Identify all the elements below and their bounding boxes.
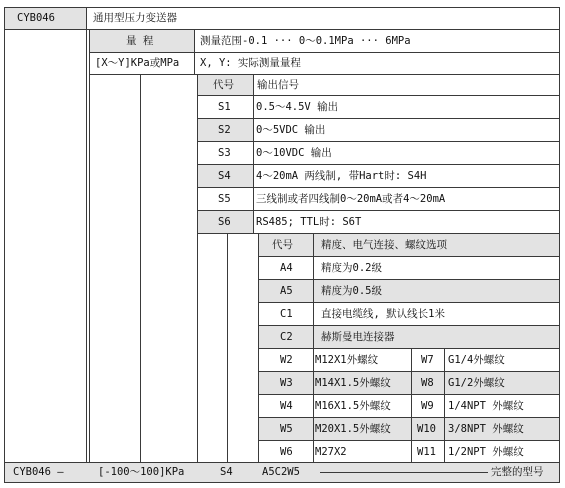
output-row-code: S3: [218, 147, 231, 159]
rule-header: [4, 29, 560, 30]
options-header-code: 代号: [272, 239, 293, 251]
output-row-code: S1: [218, 101, 231, 113]
bracket-output-left: [197, 74, 198, 462]
options-row-desc: 直接电缆线, 默认线长1米: [321, 308, 445, 320]
rule-output-s4: [197, 187, 560, 188]
bracket-output-stem: [227, 233, 228, 462]
rule-output-s5: [197, 210, 560, 211]
rule-unit: [89, 74, 560, 75]
rule-output-header: [197, 95, 560, 96]
output-header-code: 代号: [213, 79, 234, 91]
output-row-desc: 4～20mA 两线制, 带Hart时: S4H: [256, 170, 427, 182]
bracket-range-left: [89, 29, 90, 462]
options-header-label: 精度、电气连接、螺纹选项: [321, 239, 447, 251]
header-title: 通用型压力变送器: [93, 12, 177, 24]
example-label: 完整的型号: [491, 466, 544, 478]
rule-output-s6: [197, 233, 560, 234]
options-row-code: C2: [280, 331, 293, 343]
rule-options-c2: [258, 348, 560, 349]
thread-desc-2: 3/8NPT 外螺纹: [448, 423, 524, 435]
output-row-desc: 0～5VDC 输出: [256, 124, 326, 136]
rule-range: [89, 52, 560, 53]
range-unit-code: [X～Y]KPa或MPa: [95, 57, 180, 69]
thread-desc: M16X1.5外螺纹: [315, 400, 391, 412]
thread-code-2: W11: [417, 446, 436, 458]
rule-output-s1: [197, 118, 560, 119]
output-row-code: S6: [218, 216, 231, 228]
thread-desc: M20X1.5外螺纹: [315, 423, 391, 435]
rule-options-header: [258, 256, 560, 257]
thread-desc-2: G1/2外螺纹: [448, 377, 505, 389]
border-left: [4, 7, 5, 482]
thread-code: W2: [280, 354, 293, 366]
options-row-code: C1: [280, 308, 293, 320]
output-row-desc: RS485; TTL时: S6T: [256, 216, 362, 228]
output-row-code: S4: [218, 170, 231, 182]
divider-thread-code: [313, 348, 314, 462]
rule-example: [4, 462, 560, 463]
rule-options-c1: [258, 325, 560, 326]
options-row-a5-bg: [258, 279, 559, 302]
options-row-code: A5: [280, 285, 293, 297]
divider-thread-code2: [444, 348, 445, 462]
rule-options-a5: [258, 302, 560, 303]
example-range: [-100～100]KPa: [98, 466, 185, 478]
thread-code: W6: [280, 446, 293, 458]
options-row-desc: 精度为0.5级: [321, 285, 382, 297]
rule-thread-w3: [258, 394, 560, 395]
divider-options-code: [313, 233, 314, 348]
thread-code-2: W9: [421, 400, 434, 412]
options-row-code: A4: [280, 262, 293, 274]
options-row-c2-bg: [258, 325, 559, 348]
border-top: [4, 7, 560, 8]
divider-thread-middle: [411, 348, 412, 462]
thread-desc: M27X2: [315, 446, 347, 458]
range-label: 量 程: [126, 35, 154, 47]
thread-code: W4: [280, 400, 293, 412]
rule-thread-w5: [258, 440, 560, 441]
range-unit-note: X, Y: 实际测量量程: [200, 57, 301, 69]
thread-row-w3-bg: [258, 371, 559, 394]
thread-desc: M14X1.5外螺纹: [315, 377, 391, 389]
thread-code-2: W8: [421, 377, 434, 389]
rule-output-s2: [197, 141, 560, 142]
thread-desc-2: 1/2NPT 外螺纹: [448, 446, 524, 458]
thread-desc: M12X1外螺纹: [315, 354, 379, 366]
thread-code: W3: [280, 377, 293, 389]
rule-thread-w4: [258, 417, 560, 418]
output-row-code: S5: [218, 193, 231, 205]
divider-header-code: [86, 7, 87, 462]
output-header-label: 输出信号: [257, 79, 299, 91]
example-leader-line: [320, 472, 488, 473]
bracket-range-stem: [140, 74, 141, 462]
options-row-desc: 赫斯曼电连接器: [321, 331, 395, 343]
output-row-desc: 三线制或者四线制0～20mA或者4～20mA: [256, 193, 446, 205]
output-row-desc: 0～10VDC 输出: [256, 147, 332, 159]
thread-code-2: W7: [421, 354, 434, 366]
output-row-desc: 0.5～4.5V 输出: [256, 101, 339, 113]
example-output: S4: [220, 466, 233, 478]
border-right: [559, 7, 560, 482]
range-description: 测量范围-0.1 ··· 0～0.1MPa ··· 6MPa: [200, 35, 411, 47]
thread-desc-2: G1/4外螺纹: [448, 354, 505, 366]
border-bottom: [4, 482, 560, 483]
thread-code: W5: [280, 423, 293, 435]
rule-options-a4: [258, 279, 560, 280]
example-options: A5C2W5: [262, 466, 300, 478]
rule-output-s3: [197, 164, 560, 165]
options-row-desc: 精度为0.2级: [321, 262, 382, 274]
rule-thread-w2: [258, 371, 560, 372]
example-base: CYB046 —: [13, 466, 64, 478]
header-code: CYB046: [17, 12, 55, 24]
output-row-code: S2: [218, 124, 231, 136]
thread-desc-2: 1/4NPT 外螺纹: [448, 400, 524, 412]
thread-code-2: W10: [417, 423, 436, 435]
